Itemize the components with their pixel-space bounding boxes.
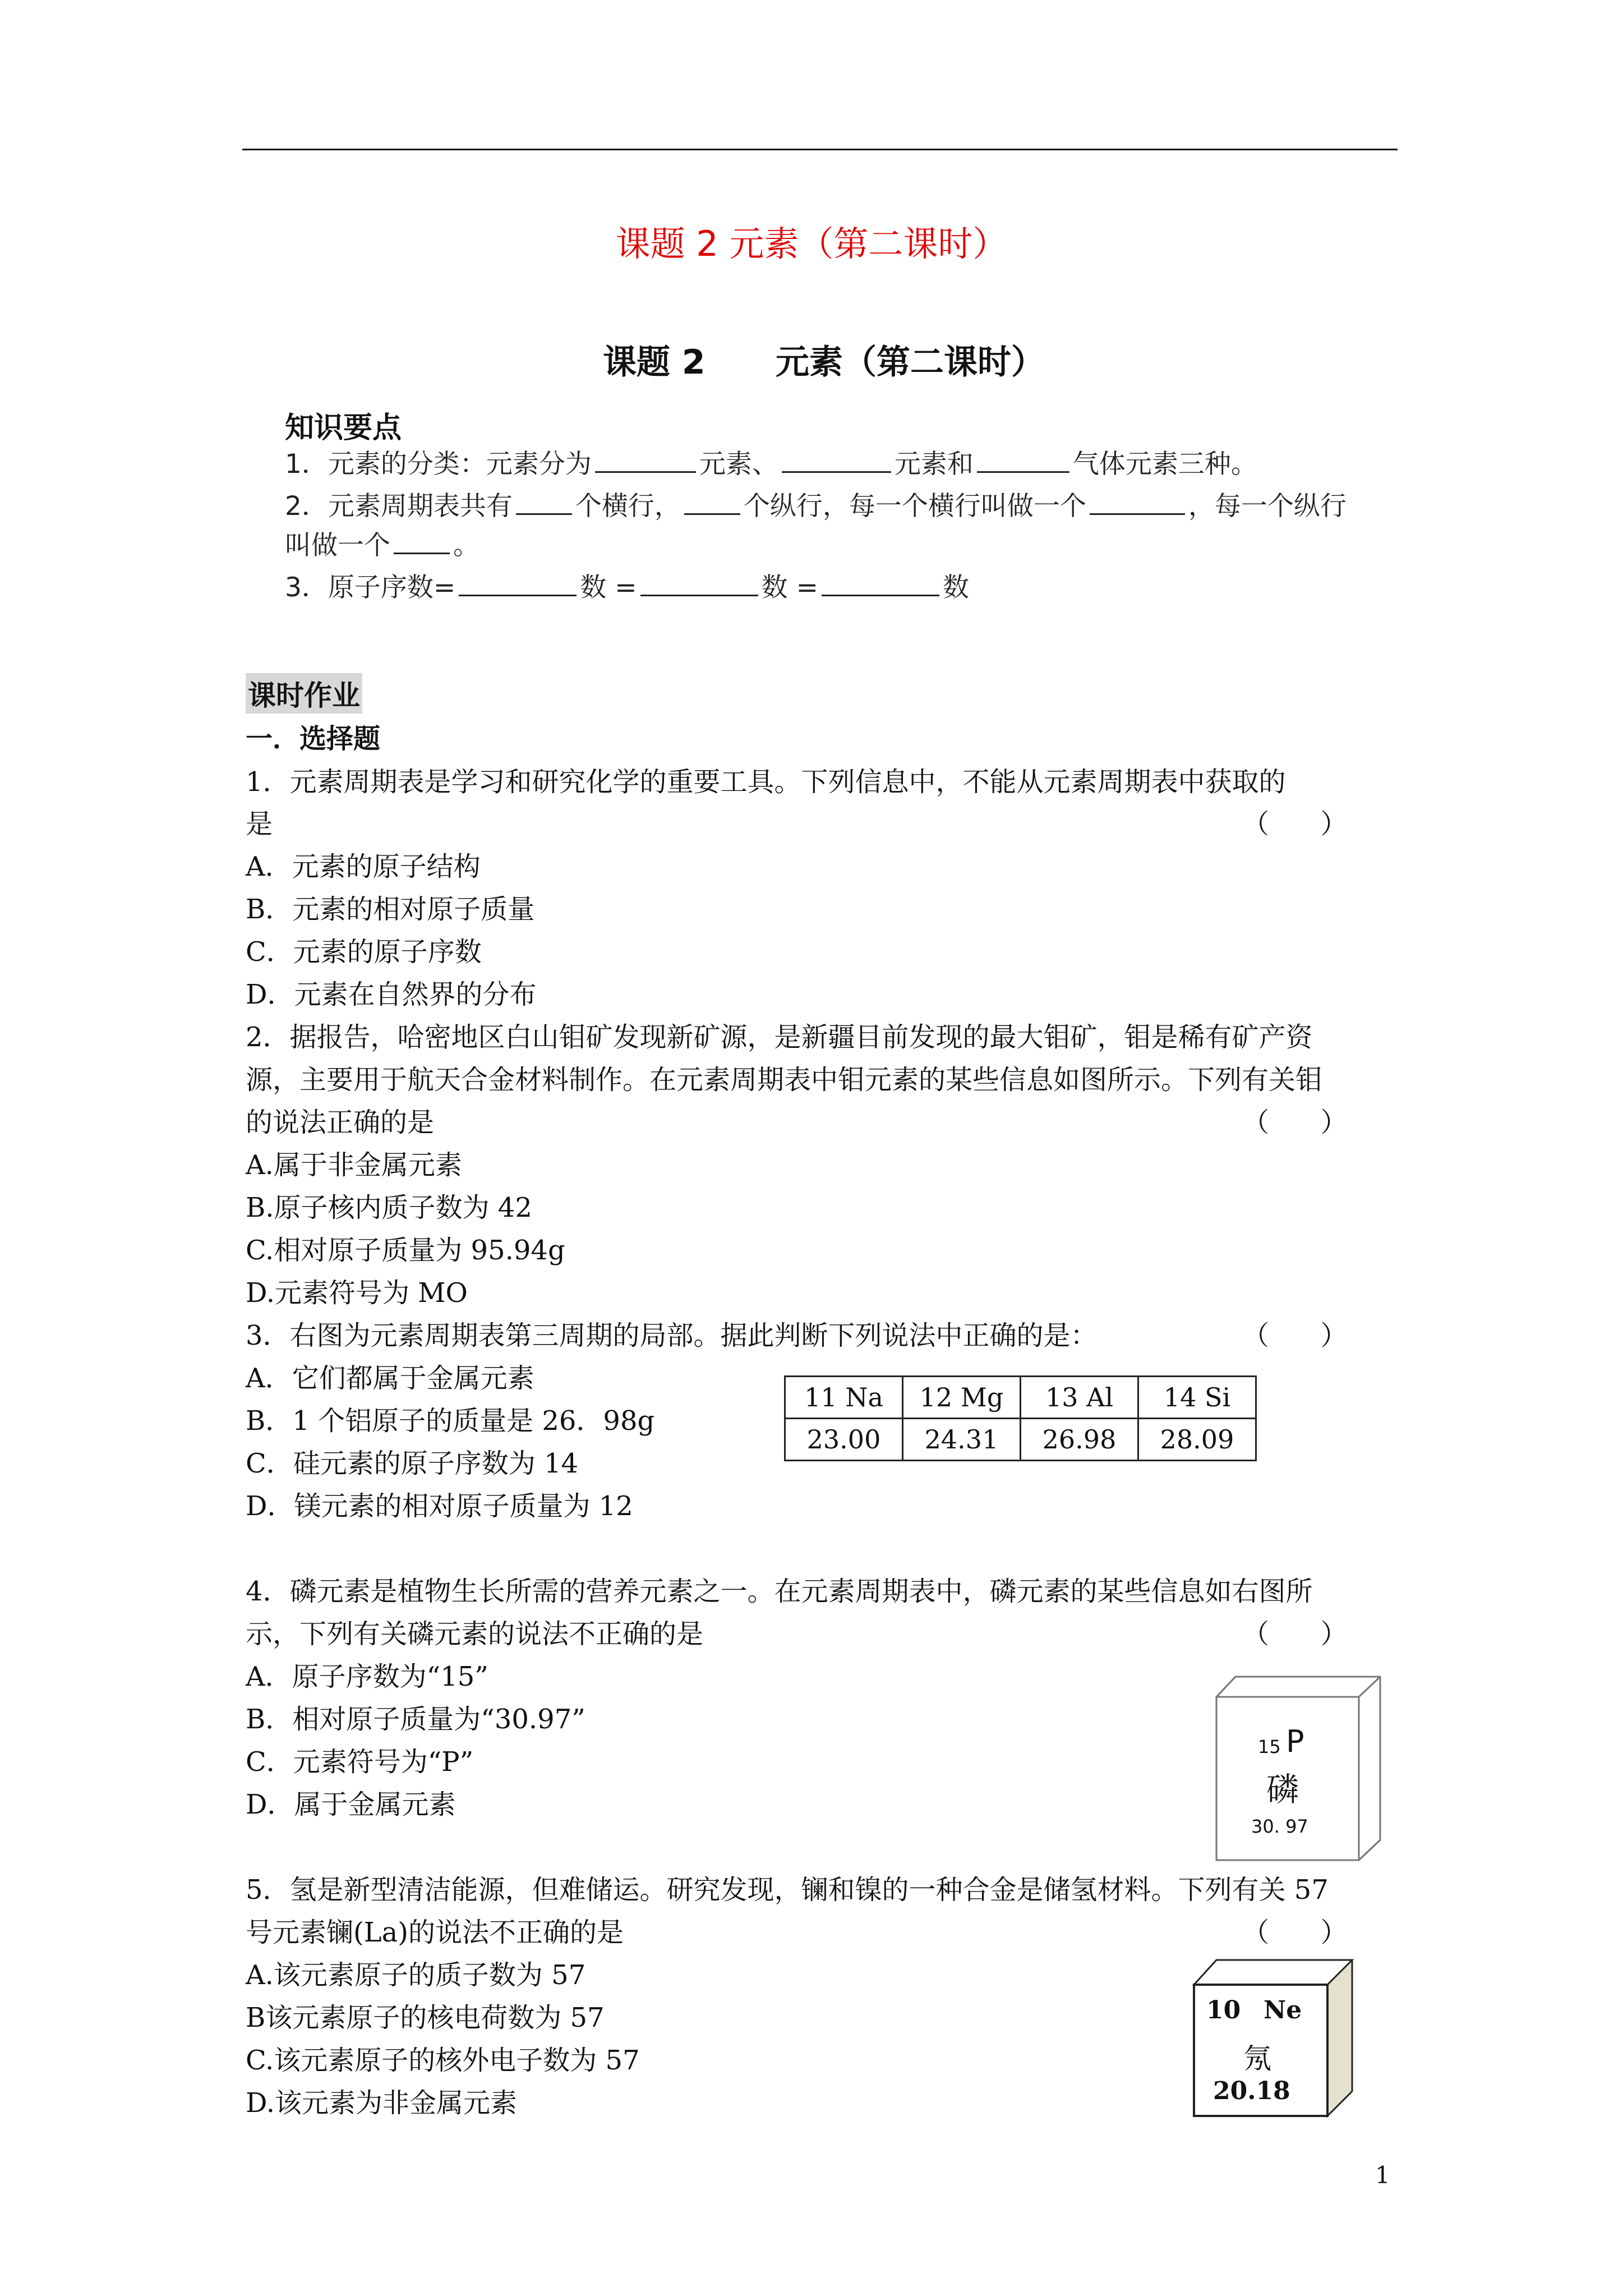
- blank: [822, 572, 939, 596]
- q2-stem-cont: 的说法正确的是: [246, 1107, 435, 1138]
- page-number: 1: [1375, 2161, 1390, 2189]
- element-name: 氖: [1243, 2042, 1271, 2075]
- blank: [516, 491, 572, 515]
- q1-stem-cont: 是: [246, 808, 273, 840]
- q2-option-d: D.元素符号为 MO: [246, 1277, 468, 1309]
- q2-option-a: A.属于非金属元素: [246, 1149, 462, 1181]
- q4-option-d: D．属于金属元素: [246, 1789, 456, 1820]
- q4-stem: 4．磷元素是植物生长所需的营养元素之一。在元素周期表中，磷元素的某些信息如右图所: [246, 1576, 1313, 1607]
- periodic-table-fragment: [784, 1375, 1257, 1461]
- q3-option-a: A．它们都属于金属元素: [246, 1363, 534, 1394]
- kp-line-3: 3．原子序数= 数 = 数 = 数: [285, 572, 969, 603]
- header-rule: [242, 149, 1398, 150]
- blank: [595, 449, 696, 473]
- atomic-number: 10: [1206, 1996, 1241, 2024]
- element-mass-cell: 26.98: [1021, 1419, 1138, 1461]
- q5-stem-cont: 号元素镧(La)的说法不正确的是: [246, 1917, 624, 1948]
- answer-paren: （ ）: [1242, 1320, 1348, 1351]
- element-row-top: [785, 1377, 1256, 1419]
- q4-option-a: A．原子序数为“15”: [246, 1661, 488, 1692]
- q4-option-b: B．相对原子质量为“30.97”: [246, 1704, 585, 1735]
- bold-title: 课题 2 元素（第二课时）: [603, 343, 1045, 382]
- element-cell: 14 Si: [1138, 1377, 1256, 1419]
- q2-option-c: C.相对原子质量为 95.94g: [246, 1235, 565, 1266]
- q5-option-b: B该元素原子的核电荷数为 57: [246, 2002, 605, 2033]
- atomic-number: 15: [1258, 1736, 1281, 1757]
- q3-stem: 3．右图为元素周期表第三周期的局部。据此判断下列说法中正确的是：: [246, 1320, 1098, 1351]
- q2-stem: 2．据报告，哈密地区白山钼矿发现新矿源，是新疆目前发现的最大钼矿，钼是稀有矿产资: [246, 1022, 1313, 1053]
- homework-heading: 课时作业: [246, 673, 362, 714]
- q4-option-c: C．元素符号为“P”: [246, 1746, 474, 1778]
- q1-option-b: B．元素的相对原子质量: [246, 894, 535, 925]
- red-title: 课题 2 元素（第二课时）: [615, 223, 1008, 264]
- q3-option-c: C．硅元素的原子序数为 14: [246, 1448, 579, 1479]
- element-row-bottom: [785, 1419, 1256, 1461]
- q2-option-b: B.原子核内质子数为 42: [246, 1192, 532, 1223]
- q1-option-d: D．元素在自然界的分布: [246, 979, 537, 1010]
- element-mass-cell: 23.00: [785, 1419, 903, 1461]
- kp-line-2: 2．元素周期表共有 个横行， 个纵行，每一个横行叫做一个 ，每一个纵行: [285, 491, 1347, 522]
- blank: [459, 572, 577, 596]
- q5-stem: 5．氢是新型清洁能源，但难储运。研究发现，镧和镍的一种合金是储氢材料。下列有关 57: [246, 1874, 1329, 1906]
- element-mass-cell: 28.09: [1138, 1419, 1256, 1461]
- answer-paren: （ ）: [1242, 1917, 1348, 1948]
- blank: [1090, 491, 1185, 515]
- atomic-mass: 20.18: [1213, 2077, 1290, 2105]
- blank: [684, 491, 740, 515]
- q1-stem: 1．元素周期表是学习和研究化学的重要工具。下列信息中，不能从元素周期表中获取的: [246, 766, 1286, 798]
- atomic-mass: 30. 97: [1251, 1816, 1308, 1837]
- phosphorus-element-card: [1214, 1674, 1382, 1862]
- q3-option-d: D．镁元素的相对原子质量为 12: [246, 1490, 633, 1522]
- q5-option-d: D.该元素为非金属元素: [246, 2087, 518, 2119]
- element-symbol: Ne: [1264, 1996, 1302, 2024]
- blank: [782, 449, 891, 473]
- blank: [977, 449, 1069, 473]
- neon-element-card: [1192, 1958, 1354, 2120]
- answer-paren: （ ）: [1242, 1618, 1348, 1650]
- q2-stem-cont: 源，主要用于航天合金材料制作。在元素周期表中钼元素的某些信息如图所示。下列有关钼: [246, 1064, 1323, 1096]
- element-mass-cell: 24.31: [903, 1419, 1021, 1461]
- element-cell: 12 Mg: [903, 1377, 1021, 1419]
- q3-option-b: B．1 个铝原子的质量是 26．98g: [246, 1405, 655, 1437]
- blank: [640, 572, 758, 596]
- kp-line-1: 1．元素的分类：元素分为 元素、 元素和 气体元素三种。: [285, 449, 1257, 480]
- answer-paren: （ ）: [1242, 808, 1348, 840]
- element-name: 磷: [1266, 1770, 1299, 1809]
- q1-option-a: A．元素的原子结构: [246, 851, 481, 882]
- knowledge-points-heading: 知识要点: [285, 411, 402, 445]
- answer-paren: （ ）: [1242, 1107, 1348, 1138]
- q5-option-a: A.该元素原子的质子数为 57: [246, 1959, 586, 1991]
- kp-line-2b: 叫做一个 。: [285, 530, 479, 561]
- element-symbol: P: [1286, 1724, 1304, 1759]
- element-cell: 13 Al: [1021, 1377, 1138, 1419]
- section-heading: 一．选择题: [246, 723, 381, 754]
- q4-stem-cont: 示，下列有关磷元素的说法不正确的是: [246, 1618, 704, 1650]
- blank: [394, 530, 450, 554]
- element-cell: 11 Na: [785, 1377, 903, 1419]
- q5-option-c: C.该元素原子的核外电子数为 57: [246, 2045, 640, 2076]
- q1-option-c: C．元素的原子序数: [246, 936, 482, 968]
